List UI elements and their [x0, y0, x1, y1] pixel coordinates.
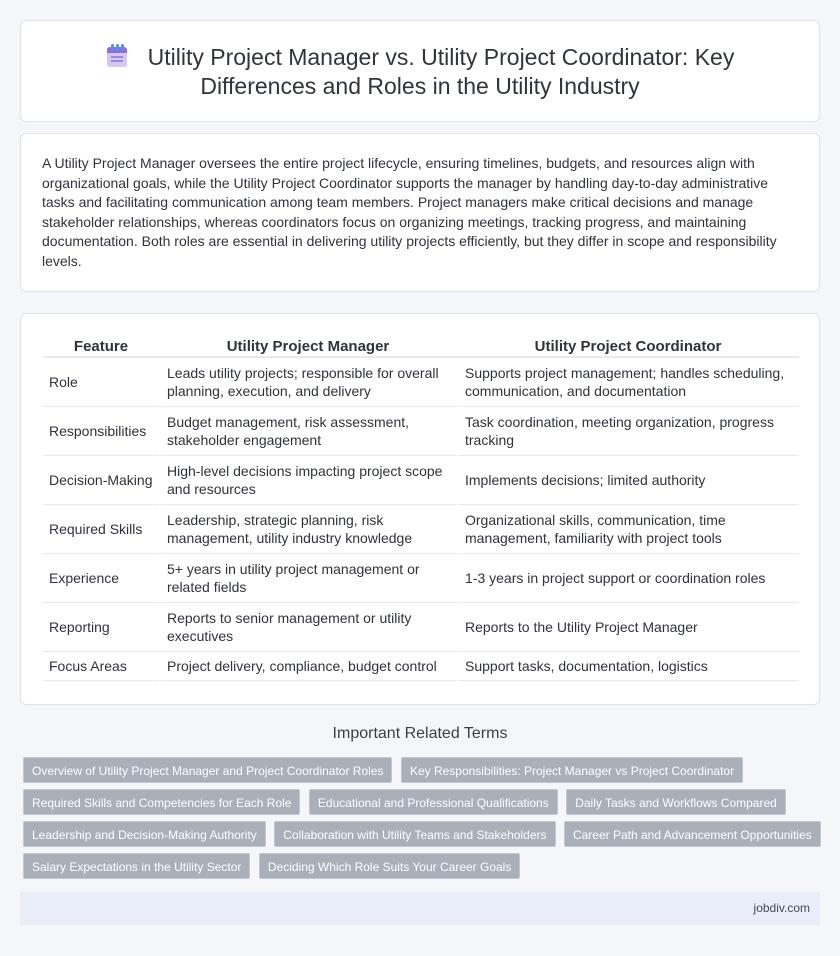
page-title-wrap	[61, 43, 779, 101]
document-icon	[106, 44, 128, 68]
intro-card	[20, 133, 820, 292]
table-row	[43, 554, 799, 603]
table-cell-manager: Budget management, risk assessment, stakeholder engagement	[159, 407, 457, 456]
table-row	[43, 456, 799, 505]
table-cell-manager: Reports to senior management or utility executives	[159, 603, 457, 652]
table-cell-manager: Leads utility projects; responsible for overall planning, execution, and delivery	[159, 358, 457, 407]
table-cell-coordinator: Reports to the Utility Project Manager	[457, 603, 799, 652]
related-term-tag[interactable]: Overview of Utility Project Manager and Project Coordinator Roles	[23, 757, 392, 783]
related-terms-heading: Important Related Terms	[332, 725, 508, 742]
table-cell-feature: Decision-Making	[43, 456, 159, 505]
table-row	[43, 505, 799, 554]
table-cell-manager: Project delivery, compliance, budget control	[159, 652, 457, 681]
table-cell-feature: Responsibilities	[43, 407, 159, 456]
related-term-tag[interactable]: Key Responsibilities: Project Manager vs Project Coordinator	[401, 757, 743, 783]
related-term-tag[interactable]: Leadership and Decision-Making Authority	[23, 821, 266, 847]
related-term-tag[interactable]: Required Skills and Competencies for Each Role	[23, 789, 300, 815]
header-card	[20, 20, 820, 122]
table-cell-feature: Reporting	[43, 603, 159, 652]
related-terms-tags	[23, 757, 823, 885]
table-cell-manager: High-level decisions impacting project scope and resources	[159, 456, 457, 505]
comparison-table-card	[20, 313, 820, 705]
related-term-tag[interactable]: Collaboration with Utility Teams and Stakeholders	[274, 821, 555, 847]
table-header-row	[43, 334, 799, 358]
intro-paragraph: A Utility Project Manager oversees the entire project lifecycle, ensuring timelines, budgets, and resources align with organizational goals, while the Utility Project Coordinator supports the manager by handling day-to-day administrative tasks and facilitating communication among team members. Project managers make critical decisions and manage stakeholder relationships, whereas coordinators focus on organizing meetings, tracking progress, and maintaining documentation. Both roles are essential in delivering utility projects efficiently, but they differ in scope and responsibility levels.	[42, 155, 777, 269]
table-cell-coordinator: Organizational skills, communication, time management, familiarity with project tools	[457, 505, 799, 554]
table-cell-coordinator: Supports project management; handles scheduling, communication, and documentation	[457, 358, 799, 407]
comparison-table	[43, 334, 799, 681]
table-cell-coordinator: 1-3 years in project support or coordination roles	[457, 554, 799, 603]
table-cell-coordinator: Task coordination, meeting organization, progress tracking	[457, 407, 799, 456]
table-cell-coordinator: Support tasks, documentation, logistics	[457, 652, 799, 681]
table-cell-feature: Role	[43, 358, 159, 407]
table-cell-feature: Experience	[43, 554, 159, 603]
header-feature: Feature	[43, 334, 159, 358]
table-row	[43, 407, 799, 456]
related-term-tag[interactable]: Daily Tasks and Workflows Compared	[566, 789, 786, 815]
table-cell-manager: Leadership, strategic planning, risk management, utility industry knowledge	[159, 505, 457, 554]
header-manager: Utility Project Manager	[159, 334, 457, 358]
footer-site-link[interactable]: jobdiv.com	[753, 901, 810, 915]
related-term-tag[interactable]: Salary Expectations in the Utility Sector	[23, 853, 250, 879]
table-row	[43, 358, 799, 407]
table-cell-feature: Required Skills	[43, 505, 159, 554]
table-cell-coordinator: Implements decisions; limited authority	[457, 456, 799, 505]
footer	[20, 892, 820, 925]
related-term-tag[interactable]: Deciding Which Role Suits Your Career Goals	[259, 853, 520, 879]
table-cell-manager: 5+ years in utility project management or related fields	[159, 554, 457, 603]
table-cell-feature: Focus Areas	[43, 652, 159, 681]
page-title: Utility Project Manager vs. Utility Project Coordinator: Key Differences and Roles in the Utility Industry	[147, 44, 735, 99]
table-row	[43, 652, 799, 681]
related-term-tag[interactable]: Career Path and Advancement Opportunities	[564, 821, 821, 847]
related-term-tag[interactable]: Educational and Professional Qualifications	[309, 789, 558, 815]
table-row	[43, 603, 799, 652]
header-coordinator: Utility Project Coordinator	[457, 334, 799, 358]
